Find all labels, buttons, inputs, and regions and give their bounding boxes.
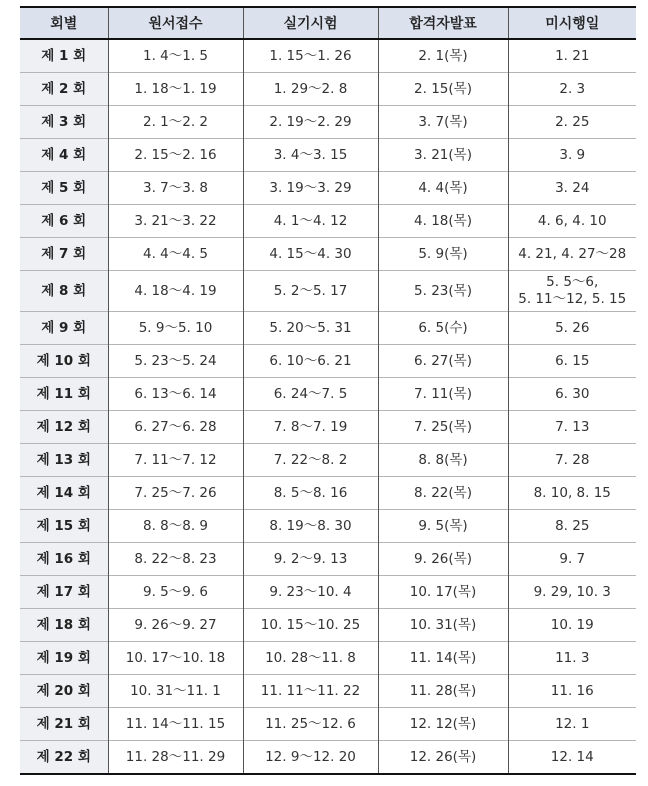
not-held-dates-cell: 9. 7 bbox=[508, 543, 636, 576]
application-period-cell: 1. 4～1. 5 bbox=[108, 39, 243, 73]
announcement-date-cell: 3. 7(목) bbox=[378, 106, 508, 139]
announcement-date-cell: 8. 8(목) bbox=[378, 444, 508, 477]
announcement-date-cell: 9. 26(목) bbox=[378, 543, 508, 576]
header-row bbox=[20, 7, 636, 39]
exam-period-cell: 1. 29～2. 8 bbox=[243, 73, 378, 106]
round-cell: 제 14 회 bbox=[20, 477, 108, 510]
exam-period-cell: 5. 20～5. 31 bbox=[243, 312, 378, 345]
exam-period-cell: 9. 2～9. 13 bbox=[243, 543, 378, 576]
exam-period-cell: 10. 15～10. 25 bbox=[243, 609, 378, 642]
round-cell: 제 17 회 bbox=[20, 576, 108, 609]
application-period-cell: 7. 11～7. 12 bbox=[108, 444, 243, 477]
table-row bbox=[20, 39, 636, 73]
exam-period-cell: 11. 25～12. 6 bbox=[243, 708, 378, 741]
application-period-cell: 8. 8～8. 9 bbox=[108, 510, 243, 543]
table-row bbox=[20, 106, 636, 139]
exam-period-cell: 8. 19～8. 30 bbox=[243, 510, 378, 543]
round-cell: 제 22 회 bbox=[20, 741, 108, 775]
application-period-cell: 1. 18～1. 19 bbox=[108, 73, 243, 106]
exam-period-cell: 8. 5～8. 16 bbox=[243, 477, 378, 510]
table-row bbox=[20, 73, 636, 106]
table-row bbox=[20, 312, 636, 345]
table-row bbox=[20, 510, 636, 543]
table-row bbox=[20, 271, 636, 312]
round-cell: 제 18 회 bbox=[20, 609, 108, 642]
announcement-date-cell: 5. 23(목) bbox=[378, 271, 508, 312]
header-announcement: 합격자발표 bbox=[378, 7, 508, 39]
exam-period-cell: 4. 15～4. 30 bbox=[243, 238, 378, 271]
table-row bbox=[20, 139, 636, 172]
exam-period-cell: 5. 2～5. 17 bbox=[243, 271, 378, 312]
application-period-cell: 8. 22～8. 23 bbox=[108, 543, 243, 576]
not-held-dates-cell: 6. 30 bbox=[508, 378, 636, 411]
announcement-date-cell: 4. 4(목) bbox=[378, 172, 508, 205]
not-held-dates-cell: 11. 3 bbox=[508, 642, 636, 675]
not-held-dates-cell: 12. 1 bbox=[508, 708, 636, 741]
table-row bbox=[20, 675, 636, 708]
header-exam: 실기시험 bbox=[243, 7, 378, 39]
header-application: 원서접수 bbox=[108, 7, 243, 39]
application-period-cell: 11. 28～11. 29 bbox=[108, 741, 243, 775]
not-held-dates-cell: 8. 10, 8. 15 bbox=[508, 477, 636, 510]
table-row bbox=[20, 172, 636, 205]
not-held-dates-cell: 10. 19 bbox=[508, 609, 636, 642]
application-period-cell: 11. 14～11. 15 bbox=[108, 708, 243, 741]
not-held-dates-cell: 7. 28 bbox=[508, 444, 636, 477]
application-period-cell: 3. 7～3. 8 bbox=[108, 172, 243, 205]
round-cell: 제 5 회 bbox=[20, 172, 108, 205]
exam-schedule-table bbox=[20, 6, 636, 775]
announcement-date-cell: 9. 5(목) bbox=[378, 510, 508, 543]
announcement-date-cell: 6. 27(목) bbox=[378, 345, 508, 378]
round-cell: 제 6 회 bbox=[20, 205, 108, 238]
round-cell: 제 2 회 bbox=[20, 73, 108, 106]
table-row bbox=[20, 238, 636, 271]
exam-period-cell: 10. 28～11. 8 bbox=[243, 642, 378, 675]
not-held-dates-cell: 5. 26 bbox=[508, 312, 636, 345]
round-cell: 제 1 회 bbox=[20, 39, 108, 73]
not-held-dates-cell: 4. 21, 4. 27～28 bbox=[508, 238, 636, 271]
exam-period-cell: 7. 8～7. 19 bbox=[243, 411, 378, 444]
exam-period-cell: 11. 11～11. 22 bbox=[243, 675, 378, 708]
table-row bbox=[20, 576, 636, 609]
table-row bbox=[20, 411, 636, 444]
exam-period-cell: 9. 23～10. 4 bbox=[243, 576, 378, 609]
announcement-date-cell: 10. 17(목) bbox=[378, 576, 508, 609]
application-period-cell: 4. 18～4. 19 bbox=[108, 271, 243, 312]
announcement-date-cell: 5. 9(목) bbox=[378, 238, 508, 271]
table-row bbox=[20, 609, 636, 642]
announcement-date-cell: 2. 1(목) bbox=[378, 39, 508, 73]
round-cell: 제 20 회 bbox=[20, 675, 108, 708]
application-period-cell: 10. 17～10. 18 bbox=[108, 642, 243, 675]
round-cell: 제 12 회 bbox=[20, 411, 108, 444]
application-period-cell: 6. 13～6. 14 bbox=[108, 378, 243, 411]
announcement-date-cell: 12. 26(목) bbox=[378, 741, 508, 775]
not-held-dates-cell: 6. 15 bbox=[508, 345, 636, 378]
exam-period-cell: 3. 4～3. 15 bbox=[243, 139, 378, 172]
not-held-dates-cell: 9. 29, 10. 3 bbox=[508, 576, 636, 609]
application-period-cell: 6. 27～6. 28 bbox=[108, 411, 243, 444]
not-held-dates-cell: 5. 5～6, 5. 11～12, 5. 15 bbox=[508, 271, 636, 312]
announcement-date-cell: 11. 28(목) bbox=[378, 675, 508, 708]
not-held-dates-cell: 1. 21 bbox=[508, 39, 636, 73]
application-period-cell: 5. 9～5. 10 bbox=[108, 312, 243, 345]
table-row bbox=[20, 205, 636, 238]
announcement-date-cell: 7. 25(목) bbox=[378, 411, 508, 444]
not-held-dates-cell: 7. 13 bbox=[508, 411, 636, 444]
not-held-dates-cell: 3. 24 bbox=[508, 172, 636, 205]
table-row bbox=[20, 642, 636, 675]
not-held-dates-cell: 3. 9 bbox=[508, 139, 636, 172]
exam-period-cell: 7. 22～8. 2 bbox=[243, 444, 378, 477]
announcement-date-cell: 12. 12(목) bbox=[378, 708, 508, 741]
not-held-dates-cell: 2. 25 bbox=[508, 106, 636, 139]
application-period-cell: 10. 31～11. 1 bbox=[108, 675, 243, 708]
table-row bbox=[20, 378, 636, 411]
round-cell: 제 7 회 bbox=[20, 238, 108, 271]
not-held-dates-cell: 2. 3 bbox=[508, 73, 636, 106]
announcement-date-cell: 7. 11(목) bbox=[378, 378, 508, 411]
round-cell: 제 16 회 bbox=[20, 543, 108, 576]
round-cell: 제 11 회 bbox=[20, 378, 108, 411]
exam-period-cell: 2. 19～2. 29 bbox=[243, 106, 378, 139]
exam-period-cell: 12. 9～12. 20 bbox=[243, 741, 378, 775]
announcement-date-cell: 2. 15(목) bbox=[378, 73, 508, 106]
table-row bbox=[20, 708, 636, 741]
table-row bbox=[20, 477, 636, 510]
announcement-date-cell: 11. 14(목) bbox=[378, 642, 508, 675]
application-period-cell: 3. 21～3. 22 bbox=[108, 205, 243, 238]
not-held-dates-cell: 8. 25 bbox=[508, 510, 636, 543]
header-round: 회별 bbox=[20, 7, 108, 39]
round-cell: 제 10 회 bbox=[20, 345, 108, 378]
round-cell: 제 15 회 bbox=[20, 510, 108, 543]
application-period-cell: 4. 4～4. 5 bbox=[108, 238, 243, 271]
exam-period-cell: 1. 15～1. 26 bbox=[243, 39, 378, 73]
round-cell: 제 21 회 bbox=[20, 708, 108, 741]
not-held-dates-cell: 4. 6, 4. 10 bbox=[508, 205, 636, 238]
application-period-cell: 9. 5～9. 6 bbox=[108, 576, 243, 609]
table-row bbox=[20, 741, 636, 775]
exam-period-cell: 6. 24～7. 5 bbox=[243, 378, 378, 411]
round-cell: 제 8 회 bbox=[20, 271, 108, 312]
application-period-cell: 2. 1～2. 2 bbox=[108, 106, 243, 139]
not-held-dates-cell: 12. 14 bbox=[508, 741, 636, 775]
application-period-cell: 5. 23～5. 24 bbox=[108, 345, 243, 378]
round-cell: 제 4 회 bbox=[20, 139, 108, 172]
not-held-dates-cell: 11. 16 bbox=[508, 675, 636, 708]
announcement-date-cell: 3. 21(목) bbox=[378, 139, 508, 172]
announcement-date-cell: 10. 31(목) bbox=[378, 609, 508, 642]
announcement-date-cell: 8. 22(목) bbox=[378, 477, 508, 510]
header-not-held: 미시행일 bbox=[508, 7, 636, 39]
round-cell: 제 9 회 bbox=[20, 312, 108, 345]
exam-period-cell: 4. 1～4. 12 bbox=[243, 205, 378, 238]
announcement-date-cell: 4. 18(목) bbox=[378, 205, 508, 238]
application-period-cell: 2. 15～2. 16 bbox=[108, 139, 243, 172]
table-row bbox=[20, 345, 636, 378]
round-cell: 제 19 회 bbox=[20, 642, 108, 675]
table-row bbox=[20, 444, 636, 477]
schedule-body bbox=[20, 39, 636, 774]
application-period-cell: 7. 25～7. 26 bbox=[108, 477, 243, 510]
exam-period-cell: 6. 10～6. 21 bbox=[243, 345, 378, 378]
application-period-cell: 9. 26～9. 27 bbox=[108, 609, 243, 642]
exam-period-cell: 3. 19～3. 29 bbox=[243, 172, 378, 205]
round-cell: 제 13 회 bbox=[20, 444, 108, 477]
announcement-date-cell: 6. 5(수) bbox=[378, 312, 508, 345]
table-row bbox=[20, 543, 636, 576]
round-cell: 제 3 회 bbox=[20, 106, 108, 139]
